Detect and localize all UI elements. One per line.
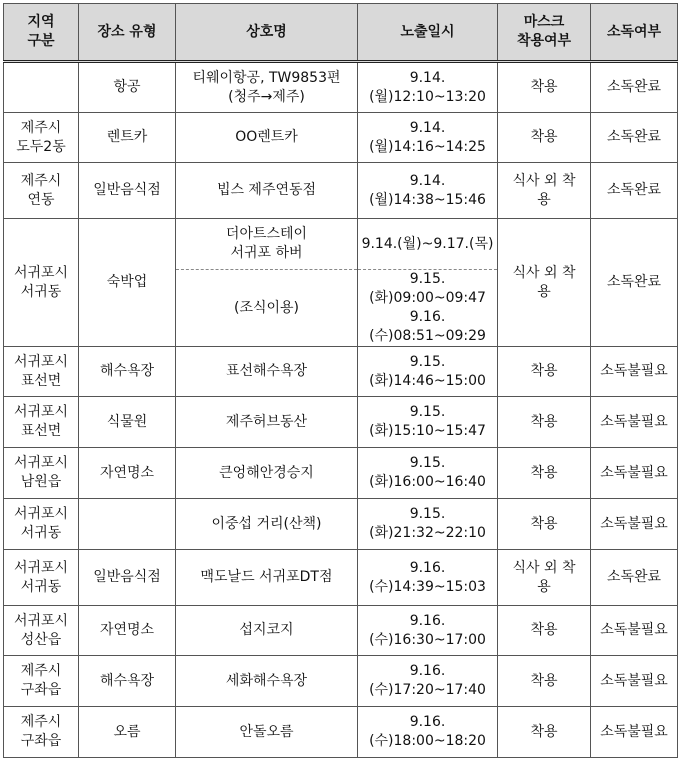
- region-cell: 서귀포시 표선면: [4, 397, 79, 448]
- table-row: [4, 448, 678, 499]
- header-region: 지역 구분: [4, 4, 79, 62]
- region-cell: 서귀포시 서귀동: [4, 499, 79, 550]
- business-cell: 맥도날드 서귀포DT점: [176, 550, 358, 606]
- mask-cell: 착용: [498, 347, 591, 397]
- table-row: [4, 397, 678, 448]
- disinfection-cell: 소독완료: [591, 62, 678, 113]
- exposure-time-cell: 9.15.(화)16:00~16:40: [358, 448, 498, 499]
- disinfection-cell: 소독불필요: [591, 656, 678, 707]
- disinfection-cell: 소독불필요: [591, 606, 678, 656]
- exposure-time-cell: 9.16.(수)17:20~17:40: [358, 656, 498, 707]
- mask-cell: 착용: [498, 113, 591, 163]
- table-row: [4, 113, 678, 163]
- region-cell: 서귀포시 성산읍: [4, 606, 79, 656]
- region-cell: 서귀포시 표선면: [4, 347, 79, 397]
- exposure-time-cell: 9.14.(월)12:10~13:20: [358, 62, 498, 113]
- place-type-cell: 해수욕장: [79, 347, 176, 397]
- mask-cell: 식사 외 착 용: [498, 550, 591, 606]
- exposure-time-cell: 9.15.(화)21:32~22:10: [358, 499, 498, 550]
- business-cell: 안돌오름: [176, 707, 358, 758]
- business-cell: 세화해수욕장: [176, 656, 358, 707]
- disinfection-cell: 소독불필요: [591, 397, 678, 448]
- exposure-time-cell: 9.15.(화)15:10~15:47: [358, 397, 498, 448]
- exposure-time-cell: 9.14.(월)14:16~14:25: [358, 113, 498, 163]
- exposure-time-cell: 9.16.(수)14:39~15:03: [358, 550, 498, 606]
- business-sub-cell: (조식이용): [176, 270, 358, 347]
- business-cell: OO렌트카: [176, 113, 358, 163]
- business-cell: 빕스 제주연동점: [176, 163, 358, 219]
- region-cell: 제주시 구좌읍: [4, 656, 79, 707]
- place-type-cell: 오름: [79, 707, 176, 758]
- table-row: [4, 499, 678, 550]
- place-type-cell: 렌트카: [79, 113, 176, 163]
- business-cell: 티웨이항공, TW9853편 (청주→제주): [176, 62, 358, 113]
- business-cell: 더아트스테이 서귀포 하버: [176, 219, 358, 270]
- table-row: [4, 707, 678, 758]
- mask-cell: 착용: [498, 448, 591, 499]
- header-disinfection: 소독여부: [591, 4, 678, 62]
- disinfection-cell: 소독완료: [591, 219, 678, 347]
- mask-cell: 착용: [498, 656, 591, 707]
- disinfection-cell: 소독불필요: [591, 347, 678, 397]
- header-mask: 마스크 착용여부: [498, 4, 591, 62]
- place-type-cell: 항공: [79, 62, 176, 113]
- place-type-cell: 식물원: [79, 397, 176, 448]
- disinfection-cell: 소독완료: [591, 550, 678, 606]
- mask-cell: 식사 외 착 용: [498, 163, 591, 219]
- mask-cell: 식사 외 착 용: [498, 219, 591, 347]
- mask-cell: 착용: [498, 62, 591, 113]
- region-cell: 서귀포시 서귀동: [4, 550, 79, 606]
- place-type-cell: 해수욕장: [79, 656, 176, 707]
- disinfection-cell: 소독불필요: [591, 448, 678, 499]
- exposure-time-cell: 9.14.(월)~9.17.(목): [358, 219, 498, 270]
- table-row: [4, 606, 678, 656]
- region-cell: 서귀포시 남원읍: [4, 448, 79, 499]
- place-type-cell: 일반음식점: [79, 550, 176, 606]
- mask-cell: 착용: [498, 606, 591, 656]
- header-place-type: 장소 유형: [79, 4, 176, 62]
- exposure-time-cell: 9.14.(월)14:38~15:46: [358, 163, 498, 219]
- place-type-cell: 자연명소: [79, 606, 176, 656]
- place-type-cell: [79, 499, 176, 550]
- exposure-time-sub-cell: 9.15.(화)09:00~09:47 9.16.(수)08:51~09:29: [358, 270, 498, 347]
- exposure-table: [3, 3, 678, 758]
- region-cell: 제주시 구좌읍: [4, 707, 79, 758]
- disinfection-cell: 소독불필요: [591, 499, 678, 550]
- place-type-cell: 자연명소: [79, 448, 176, 499]
- table-row: [4, 347, 678, 397]
- disinfection-cell: 소독불필요: [591, 707, 678, 758]
- header-exposure-time: 노출일시: [358, 4, 498, 62]
- mask-cell: 착용: [498, 397, 591, 448]
- exposure-time-cell: 9.16.(수)18:00~18:20: [358, 707, 498, 758]
- disinfection-cell: 소독완료: [591, 113, 678, 163]
- table-row: [4, 656, 678, 707]
- header-business: 상호명: [176, 4, 358, 62]
- table-row: [4, 163, 678, 219]
- region-cell: [4, 62, 79, 113]
- exposure-time-cell: 9.15.(화)14:46~15:00: [358, 347, 498, 397]
- table-row: [4, 62, 678, 113]
- business-cell: 표선해수욕장: [176, 347, 358, 397]
- disinfection-cell: 소독완료: [591, 163, 678, 219]
- place-type-cell: 숙박업: [79, 219, 176, 347]
- business-cell: 섭지코지: [176, 606, 358, 656]
- region-cell: 제주시 도두2동: [4, 113, 79, 163]
- business-cell: 이중섭 거리(산책): [176, 499, 358, 550]
- mask-cell: 착용: [498, 707, 591, 758]
- mask-cell: 착용: [498, 499, 591, 550]
- business-cell: 제주허브동산: [176, 397, 358, 448]
- place-type-cell: 일반음식점: [79, 163, 176, 219]
- table-row: [4, 219, 678, 270]
- region-cell: 서귀포시 서귀동: [4, 219, 79, 347]
- header-row: [4, 4, 678, 62]
- region-cell: 제주시 연동: [4, 163, 79, 219]
- business-cell: 큰엉해안경승지: [176, 448, 358, 499]
- exposure-time-cell: 9.16.(수)16:30~17:00: [358, 606, 498, 656]
- table-row: [4, 550, 678, 606]
